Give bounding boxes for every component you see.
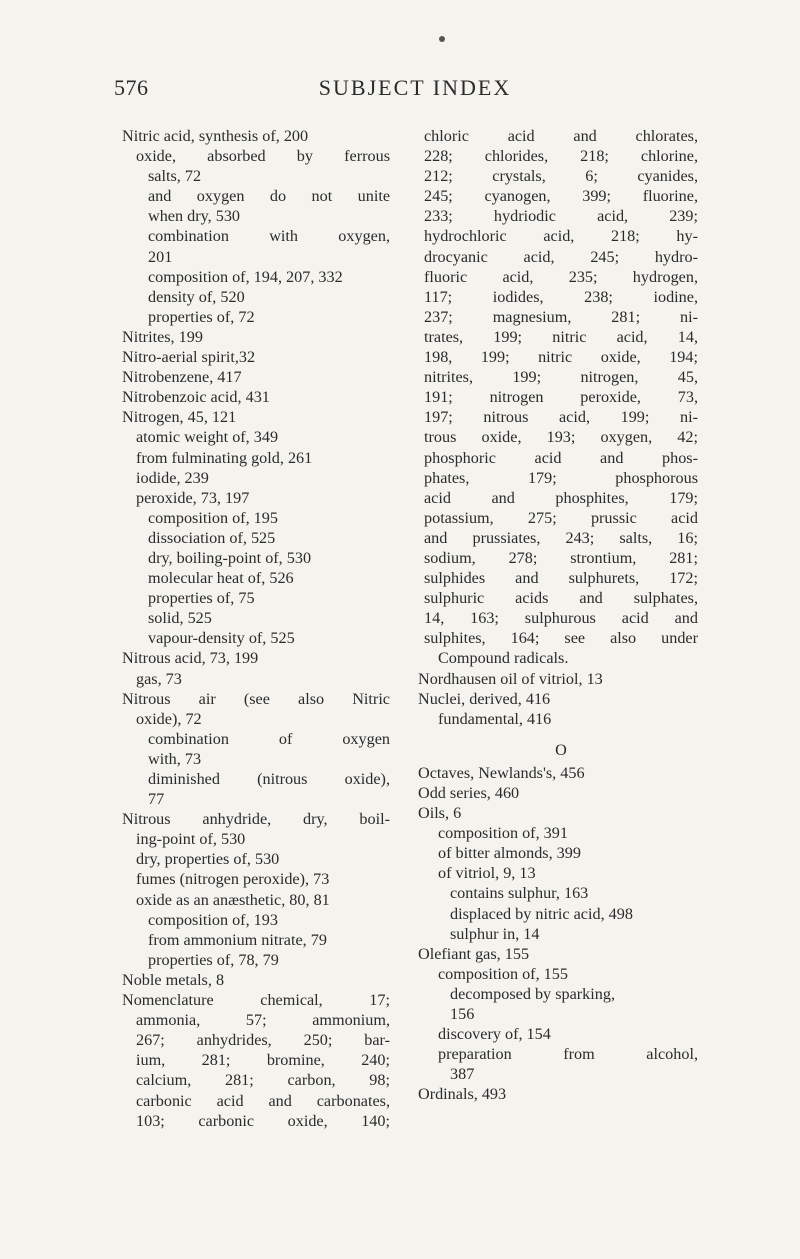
index-entry-line: when dry, 530 [148,207,241,226]
index-entry-line: properties of, 75 [148,589,255,608]
index-entry-line: Nitrites, 199 [122,327,203,346]
index-entry-line: Noble metals, 8 [122,970,225,989]
index-entry-line: 201 [148,247,173,266]
index-entry-line: 14, 163; sulphurous acid and [424,609,698,628]
index-entry-line: dry, properties of, 530 [136,850,280,869]
index-entry-line: Ordinals, 493 [418,1085,507,1104]
index-entry-line: phates, 179; phosphorous [424,468,698,487]
index-entry-line: trates, 199; nitric acid, 14, [424,327,698,346]
index-entry-line: phosphoric acid and phos- [424,448,698,467]
index-entry-line: composition of, 195 [148,508,278,527]
index-entry-line: composition of, 193 [148,910,278,929]
index-entry-line: calcium, 281; carbon, 98; [136,1071,390,1090]
index-entry-line: Nitrobenzoic acid, 431 [122,388,270,407]
stray-dot [439,36,445,42]
index-entry-line: of vitriol, 9, 13 [438,864,536,883]
index-entry-line: properties of, 72 [148,307,255,326]
index-entry-line: fumes (nitrogen peroxide), 73 [136,870,330,889]
running-title: SUBJECT INDEX [318,75,512,100]
index-entry-line: sulphuric acids and sulphates, [424,589,698,608]
index-entry-line: molecular heat of, 526 [148,569,294,588]
index-entry-line: 156 [450,1005,475,1024]
index-entry-line: Nomenclature chemical, 17; [122,991,390,1010]
index-entry-line: preparation from alcohol, [438,1045,698,1064]
index-entry-line: oxide), 72 [136,709,202,728]
left-index-column [122,126,390,1131]
index-entry-line: Nitrous air (see also Nitric [122,689,390,708]
index-entry-line: 237; magnesium, 281; ni- [424,307,698,326]
index-entry-line: and oxygen do not unite [148,187,390,206]
index-entry-line: 233; hydriodic acid, 239; [424,207,698,226]
index-entry-line: Oils, 6 [418,804,462,823]
index-entry-line: solid, 525 [148,609,212,628]
index-entry-line: 197; nitrous acid, 199; ni- [424,408,698,427]
right-index-column [418,126,698,1105]
index-entry-line: combination with oxygen, [148,227,390,246]
index-entry-line: nitrites, 199; nitrogen, 45, [424,368,698,387]
index-entry-line: 228; chlorides, 218; chlorine, [424,147,698,166]
index-entry-line: peroxide, 73, 197 [136,488,250,507]
index-entry-line: Nitrobenzene, 417 [122,368,242,387]
index-entry-line: ammonia, 57; ammonium, [136,1011,390,1030]
index-entry-line: diminished (nitrous oxide), [148,770,390,788]
index-entry-line: from fulminating gold, 261 [136,448,313,467]
index-entry-line: carbonic acid and carbonates, [136,1091,390,1110]
index-entry-line: 77 [148,790,165,809]
index-entry-line: composition of, 391 [438,824,568,843]
index-entry-line: composition of, 194, 207, 332 [148,267,343,286]
index-entry-line: Nitrogen, 45, 121 [122,408,237,427]
index-entry-line: trous oxide, 193; oxygen, 42; [424,428,698,447]
index-entry-line: vapour-density of, 525 [148,629,295,648]
index-entry-line: 245; cyanogen, 399; fluorine, [424,187,698,206]
index-entry-line: and prussiates, 243; salts, 16; [424,528,698,547]
index-entry-line: density of, 520 [148,287,245,306]
index-entry-line: Octaves, Newlands's, 456 [418,763,585,782]
index-entry-line: properties of, 78, 79 [148,950,279,969]
index-entry-line: oxide as an anæsthetic, 80, 81 [136,890,330,909]
index-entry-line: dissociation of, 525 [148,528,276,547]
index-entry-line: 117; iodides, 238; iodine, [424,287,698,306]
index-entry-line: hydrochloric acid, 218; hy- [424,227,698,246]
index-entry-line: chloric acid and chlorates, [424,127,698,145]
index-entry-line: 191; nitrogen peroxide, 73, [424,388,698,407]
index-entry-line: ing-point of, 530 [136,830,246,849]
index-entry-line: Nitric acid, synthesis of, 200 [122,127,309,145]
index-entry-line: displaced by nitric acid, 498 [450,904,633,923]
section-letter: O [555,740,567,759]
index-entry-line: contains sulphur, 163 [450,884,589,903]
index-entry-line: of bitter almonds, 399 [438,844,581,863]
index-entry-line: combination of oxygen [148,729,390,748]
index-entry-line: atomic weight of, 349 [136,428,279,447]
index-entry-line: acid and phosphites, 179; [424,488,698,507]
index-entry-line: iodide, 239 [136,468,209,487]
index-entry-line: Nitrous acid, 73, 199 [122,649,259,668]
index-entry-line: 198, 199; nitric oxide, 194; [424,348,698,367]
index-entry-line: drocyanic acid, 245; hydro- [424,247,698,266]
index-entry-line: gas, 73 [136,669,182,688]
index-entry-line: salts, 72 [148,167,202,186]
index-entry-line: Compound radicals. [438,649,569,668]
index-entry-line: potassium, 275; prussic acid [424,508,698,527]
index-entry-line: Nitrous anhydride, dry, boil- [122,810,390,829]
index-entry-line: discovery of, 154 [438,1025,551,1044]
index-entry-line: ium, 281; bromine, 240; [136,1051,390,1070]
index-entry-line: composition of, 155 [438,964,568,983]
index-entry-line: Odd series, 460 [418,784,520,802]
index-entry-line: from ammonium nitrate, 79 [148,930,327,949]
page-number: 576 [114,75,149,100]
index-entry-line: Nuclei, derived, 416 [418,689,551,708]
index-entry-line: with, 73 [148,749,202,768]
index-entry-line: decomposed by sparking, [450,984,615,1003]
index-entry-line: fluoric acid, 235; hydrogen, [424,267,698,286]
index-entry-line: oxide, absorbed by ferrous [136,147,390,166]
index-entry-line: 387 [450,1065,475,1084]
index-entry-line: sodium, 278; strontium, 281; [424,548,698,567]
index-entry-line: sulphur in, 14 [450,924,540,943]
index-entry-line: 103; carbonic oxide, 140; [136,1111,390,1130]
index-entry-line: sulphides and sulphurets, 172; [424,569,698,588]
index-entry-line: Nitro-aerial spirit,32 [122,348,256,367]
index-entry-line: Nordhausen oil of vitriol, 13 [418,669,603,688]
index-entry-line: sulphites, 164; see also under [424,629,698,648]
index-entry-line: dry, boiling-point of, 530 [148,548,312,567]
index-entry-line: Olefiant gas, 155 [418,944,530,963]
index-entry-line: 212; crystals, 6; cyanides, [424,167,698,186]
index-entry-line: fundamental, 416 [438,709,552,728]
index-entry-line: 267; anhydrides, 250; bar- [136,1031,390,1050]
